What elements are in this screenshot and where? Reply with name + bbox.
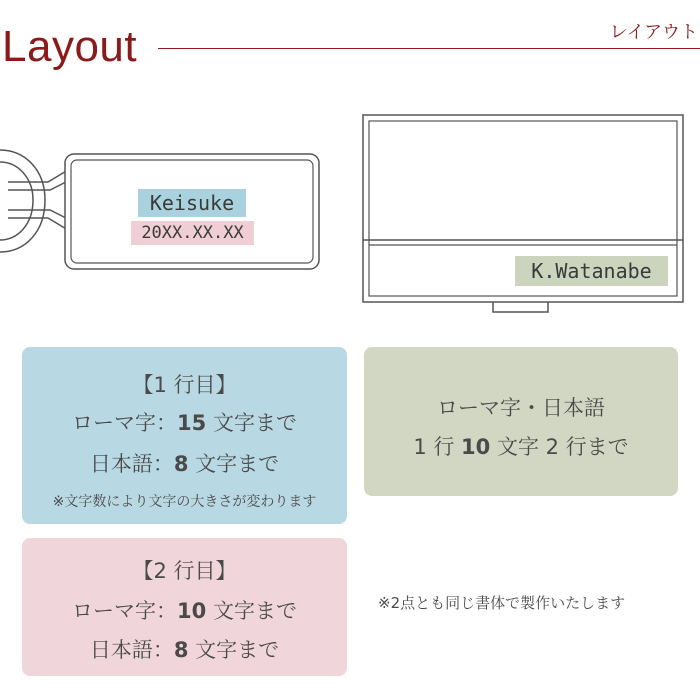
card-case-spec-box: [364, 347, 678, 496]
line1-size-note: ※文字数により文字の大きさが変わります: [52, 494, 317, 510]
line2-heading: 【2 行目】: [132, 559, 237, 583]
title-divider: [158, 48, 700, 49]
line2-romaji-limit: ローマ字：10 文字まで: [72, 599, 297, 623]
page-title: Layout: [2, 22, 138, 71]
line1-spec-box: [22, 347, 347, 524]
keyholder-date-label: 20XX.XX.XX: [131, 221, 254, 245]
case-char-limit: 1 行 10 文字 2 行まで: [413, 435, 629, 459]
case-text-type: ローマ字・日本語: [437, 396, 605, 420]
line2-spec-box: [22, 538, 347, 676]
card-case-name-label: K.Watanabe: [515, 256, 668, 286]
line1-japanese-limit: 日本語：8 文字まで: [89, 452, 280, 476]
line1-heading: 【1 行目】: [132, 373, 237, 397]
line2-japanese-limit: 日本語：8 文字まで: [89, 638, 280, 662]
same-font-note: ※2点とも同じ書体で製作いたします: [378, 594, 626, 612]
line1-romaji-limit: ローマ字：15 文字まで: [72, 411, 297, 435]
keyholder-name-label: Keisuke: [138, 189, 246, 217]
page-subtitle: レイアウト: [609, 22, 698, 43]
